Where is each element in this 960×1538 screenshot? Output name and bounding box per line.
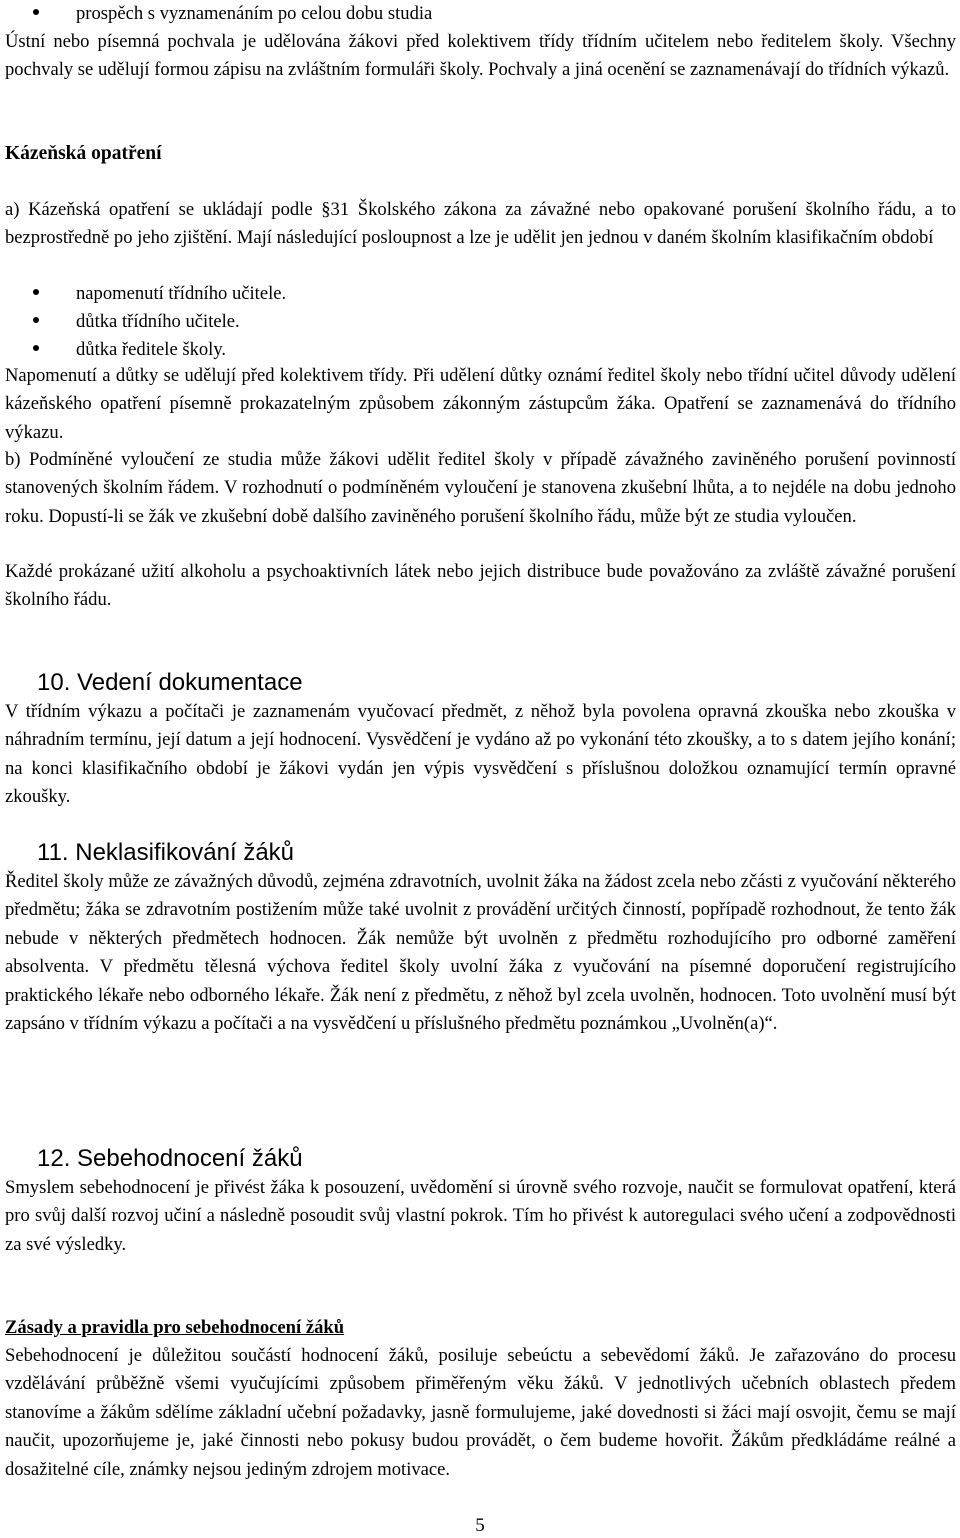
bullet-dot-icon [33, 9, 39, 15]
principles-text: Sebehodnocení je důležitou součástí hodnocení žáků, posiluje sebeúctu a sebevědomí žáků. Je zařazováno do procesu vzdělávání průběžně všemi vyučujícími způsobem přiměřeným věku žáků. V jednotlivých učebních oblastech předem stanovíme a žákům sdělíme základní učební požadavky, jasně formulujeme, jaké dovednosti si žáci mají osvojit, čemu se mají naučit, upozorňujeme je, jaké činnosti nebo pokusy budou provádět, o čem budeme hovořit. Žákům předkládáme reálné a dosažitelné cíle, známky nejsou jediným zdrojem motivace. [5, 1345, 956, 1480]
discipline-heading: Kázeňská opatření [5, 143, 162, 164]
bullet-item [5, 0, 432, 28]
list-item-text: důtka třídního učitele. [76, 311, 240, 332]
discipline-paragraph-b: b) Podmíněné vyloučení ze studia může žákovi udělit ředitel školy v případě závažného zaviněného porušení povinností stanovených školním řádem. V rozhodnutí o podmíněném vyloučení je stanovena zkušební lhůta, a to nejdéle na dobu jednoho roku. Dopustí-li se žák ve zkušební době dalšího zaviněného porušení školního řádu, může být ze studia vyloučen. [5, 449, 956, 527]
page-number: 5 [475, 1515, 485, 1536]
bullet-dot-icon [33, 289, 39, 295]
section-text: Ředitel školy může ze závažných důvodů, zejména zdravotních, uvolnit žáka na žádost zcela nebo zčásti z vyučování některého předmětu; žáka se zdravotním postižením může také uvolnit z provádění určitých činností, popřípadě rozhodnout, že tento žák nebude v některých předmětech hodnocen. Žák nemůže být uvolněn z předmětu rozhodujícího pro odborné zaměření absolventa. V předmětu tělesná výchova ředitel školy uvolní žáka z vyučování na písemné doporučení registrujícího praktického lékaře nebo odborného lékaře. Žák není z předmětu, z něhož byl zcela uvolněn, hodnocen. Toto uvolnění musí být zapsáno v třídním výkazu a počítači a na vysvědčení u příslušného předmětu poznámkou „Uvolněn(a)“. [5, 871, 956, 1035]
praise-paragraph: Ústní nebo písemná pochvala je udělována žákovi před kolektivem třídy třídním učitelem nebo ředitelem školy. Všechny pochvaly se udělují formou zápisu na zvláštním formuláři školy. Pochvaly a jiná ocenění se zaznamenávají do třídních výkazů. [5, 31, 956, 81]
discipline-list-item [5, 336, 286, 364]
section-heading: 10. Vedení dokumentace [37, 669, 303, 696]
section-text: Smyslem sebehodnocení je přivést žáka k posouzení, uvědomění si úrovně svého rozvoje, naučit se formulovat opatření, která pro svůj další rozvoj učiní a následně posoudit svůj vlastní pokrok. Tím ho přivést k autoregulaci svého učení a zodpovědnosti za své výsledky. [5, 1177, 956, 1255]
discipline-paragraph-a: a) Kázeňská opatření se ukládají podle §31 Školského zákona za závažné nebo opakované porušení školního řádu, a to bezprostředně po jeho zjištění. Mají následující posloupnost a lze je udělit jen jednou v daném školním klasifikačním období [5, 199, 956, 249]
list-item-text: napomenutí třídního učitele. [76, 283, 287, 304]
discipline-paragraph-alcohol: Každé prokázané užití alkoholu a psychoaktivních látek nebo jejich distribuce bude považováno za zvláště závažné porušení školního řádu. [5, 561, 956, 611]
principles-heading: Zásady a pravidla pro sebehodnocení žáků [5, 1317, 345, 1338]
bullet-dot-icon [33, 345, 39, 351]
bullet-dot-icon [33, 317, 39, 323]
bullet-text: prospěch s vyznamenáním po celou dobu studia [76, 3, 433, 24]
discipline-list-item [5, 280, 286, 308]
section-text: V třídním výkazu a počítači je zaznamenám vyučovací předmět, z něhož byla povolena opravná zkouška nebo zkouška v náhradním termínu, její datum a její hodnocení. Vysvědčení je vydáno až po vykonání této zkoušky, a to s datem jejího konání; na konci klasifikačního období je žákovi vydán jen výpis vysvědčení s příslušnou doložkou oznamující termín opravné zkoušky. [5, 701, 956, 808]
discipline-list-item [5, 308, 286, 336]
discipline-list [5, 280, 286, 364]
section-heading: 12. Sebehodnocení žáků [37, 1145, 303, 1172]
discipline-paragraph-after: Napomenutí a důtky se udělují před kolektivem třídy. Při udělení důtky oznámí ředitel školy nebo třídní učitel důvody udělení kázeňského opatření písemně prokazatelným způsobem zákonným zástupcům žáka. Opatření se zaznamenává do třídního výkazu. [5, 365, 956, 443]
section-heading: 11. Neklasifikování žáků [37, 839, 295, 866]
list-item-text: důtka ředitele školy. [76, 339, 227, 360]
